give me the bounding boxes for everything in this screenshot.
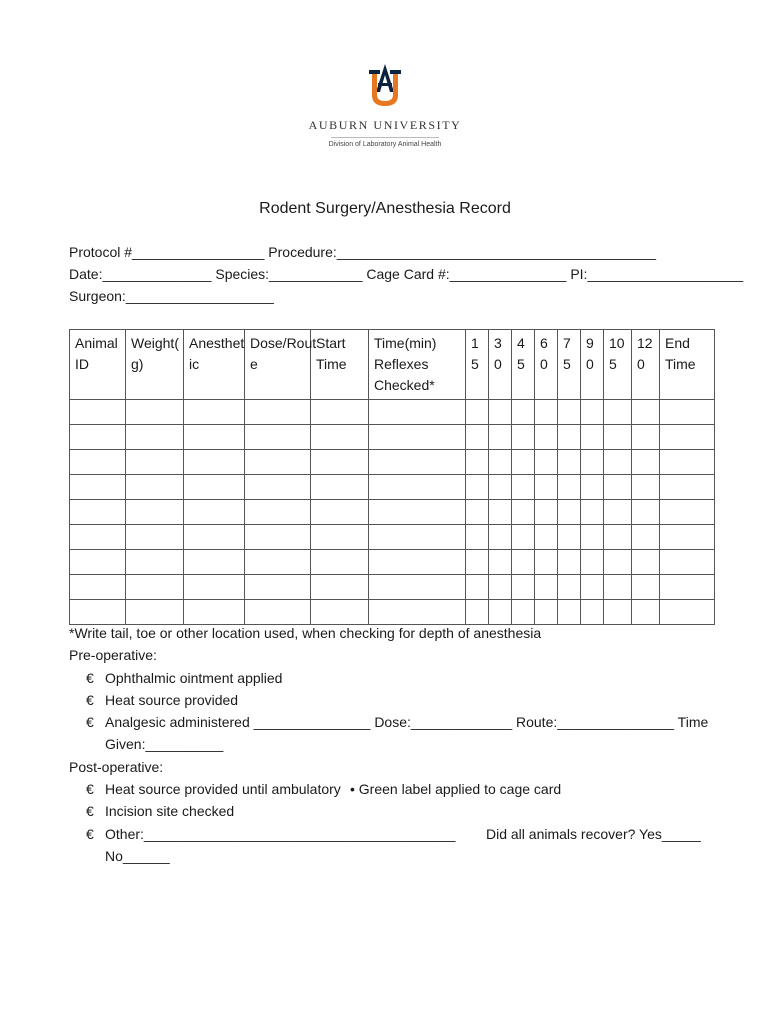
- table-cell[interactable]: [311, 475, 369, 500]
- column-header: 9 0: [581, 330, 604, 400]
- table-cell[interactable]: [581, 400, 604, 425]
- table-cell[interactable]: [126, 550, 184, 575]
- checkbox-bullet-icon[interactable]: €: [86, 714, 94, 731]
- table-cell[interactable]: [311, 400, 369, 425]
- column-header: Dose/Rout e: [245, 330, 311, 400]
- table-cell[interactable]: [604, 550, 632, 575]
- table-row: [70, 575, 715, 600]
- table-cell[interactable]: [535, 575, 558, 600]
- column-header: 3 0: [489, 330, 512, 400]
- column-header: Time(min) Reflexes Checked*: [369, 330, 466, 400]
- table-cell[interactable]: [184, 500, 245, 525]
- table-cell[interactable]: [558, 600, 581, 625]
- table-cell[interactable]: [466, 425, 489, 450]
- au-logo-icon: [363, 58, 407, 112]
- table-cell[interactable]: [604, 600, 632, 625]
- table-cell[interactable]: [489, 475, 512, 500]
- date-species-cage-pi-line[interactable]: Date:______________ Species:____________ Cage Card #:_______________ PI:____________________: [69, 266, 744, 282]
- table-cell[interactable]: [558, 400, 581, 425]
- table-cell[interactable]: [126, 475, 184, 500]
- table-cell[interactable]: [558, 450, 581, 475]
- table-cell[interactable]: [466, 475, 489, 500]
- table-cell[interactable]: [512, 600, 535, 625]
- checkbox-bullet-icon[interactable]: €: [86, 781, 94, 798]
- table-cell[interactable]: [581, 525, 604, 550]
- table-cell[interactable]: [184, 450, 245, 475]
- column-header: 7 5: [558, 330, 581, 400]
- column-header: 12 0: [632, 330, 660, 400]
- table-cell[interactable]: [369, 425, 466, 450]
- table-cell[interactable]: [535, 600, 558, 625]
- table-cell[interactable]: [604, 525, 632, 550]
- table-cell[interactable]: [512, 550, 535, 575]
- table-cell[interactable]: [245, 525, 311, 550]
- table-cell[interactable]: [311, 575, 369, 600]
- table-cell[interactable]: [466, 575, 489, 600]
- table-row: [70, 500, 715, 525]
- table-cell[interactable]: [489, 400, 512, 425]
- table-cell[interactable]: [70, 425, 126, 450]
- column-header: 10 5: [604, 330, 632, 400]
- table-cell[interactable]: [660, 575, 715, 600]
- table-row: [70, 450, 715, 475]
- table-cell[interactable]: [70, 500, 126, 525]
- table-cell[interactable]: [245, 450, 311, 475]
- checkbox-bullet-icon[interactable]: €: [86, 825, 94, 842]
- checkbox-bullet-icon[interactable]: €: [86, 669, 94, 686]
- table-cell[interactable]: [70, 575, 126, 600]
- table-cell[interactable]: [558, 425, 581, 450]
- table-cell[interactable]: [535, 525, 558, 550]
- table-cell[interactable]: [245, 575, 311, 600]
- table-cell[interactable]: [245, 425, 311, 450]
- pre-item-analgesic[interactable]: € Analgesic administered _______________ Dose:_____________ Route:_______________ Time: [69, 711, 729, 733]
- table-cell[interactable]: [660, 475, 715, 500]
- table-cell[interactable]: [489, 525, 512, 550]
- table-cell[interactable]: [581, 550, 604, 575]
- table-cell[interactable]: [70, 600, 126, 625]
- table-cell[interactable]: [369, 500, 466, 525]
- table-cell[interactable]: [632, 450, 660, 475]
- table-cell[interactable]: [245, 600, 311, 625]
- column-header: 4 5: [512, 330, 535, 400]
- notes-section: [69, 622, 729, 867]
- table-cell[interactable]: [126, 500, 184, 525]
- table-cell[interactable]: [632, 600, 660, 625]
- table-cell[interactable]: [489, 450, 512, 475]
- table-row: [70, 525, 715, 550]
- table-cell[interactable]: [604, 475, 632, 500]
- column-header: Anesthet ic: [184, 330, 245, 400]
- table-cell[interactable]: [311, 525, 369, 550]
- table-cell[interactable]: [581, 600, 604, 625]
- table-cell[interactable]: [632, 425, 660, 450]
- column-header: Weight( g): [126, 330, 184, 400]
- table-cell[interactable]: [535, 450, 558, 475]
- table-cell[interactable]: [369, 525, 466, 550]
- table-cell[interactable]: [535, 400, 558, 425]
- table-cell[interactable]: [369, 450, 466, 475]
- table-cell[interactable]: [489, 600, 512, 625]
- table-cell[interactable]: [489, 550, 512, 575]
- post-item-other[interactable]: € Other:________________________________________ Did all animals recover? Yes_____: [69, 823, 729, 845]
- table-cell[interactable]: [660, 525, 715, 550]
- table-cell[interactable]: [466, 600, 489, 625]
- table-cell[interactable]: [660, 425, 715, 450]
- table-cell[interactable]: [311, 600, 369, 625]
- table-cell[interactable]: [466, 400, 489, 425]
- table-cell[interactable]: [489, 575, 512, 600]
- table-cell[interactable]: [126, 600, 184, 625]
- table-cell[interactable]: [184, 525, 245, 550]
- pre-operative-label: Pre-operative:: [69, 647, 157, 664]
- column-header: End Time: [660, 330, 715, 400]
- recovery-question[interactable]: Did all animals recover? Yes_____: [486, 825, 701, 842]
- table-cell[interactable]: [369, 475, 466, 500]
- anesthesia-record-table: [69, 329, 715, 625]
- table-cell[interactable]: [558, 525, 581, 550]
- table-cell[interactable]: [581, 425, 604, 450]
- table-cell[interactable]: [512, 400, 535, 425]
- table-cell[interactable]: [245, 550, 311, 575]
- table-cell[interactable]: [581, 575, 604, 600]
- table-cell[interactable]: [632, 575, 660, 600]
- table-cell[interactable]: [535, 550, 558, 575]
- post-operative-label: Post-operative:: [69, 758, 164, 775]
- table-cell[interactable]: [660, 400, 715, 425]
- table-cell[interactable]: [184, 475, 245, 500]
- table-cell[interactable]: [535, 500, 558, 525]
- table-row: [70, 600, 715, 625]
- table-cell[interactable]: [245, 475, 311, 500]
- table-cell[interactable]: [184, 550, 245, 575]
- table-cell[interactable]: [604, 400, 632, 425]
- table-cell[interactable]: [604, 500, 632, 525]
- column-header: 1 5: [466, 330, 489, 400]
- table-cell[interactable]: [512, 425, 535, 450]
- table-cell[interactable]: [512, 575, 535, 600]
- table-cell[interactable]: [632, 525, 660, 550]
- checkbox-bullet-icon[interactable]: €: [86, 691, 94, 708]
- table-cell[interactable]: [369, 600, 466, 625]
- table-cell[interactable]: [311, 500, 369, 525]
- table-cell[interactable]: [245, 400, 311, 425]
- surgeon-line[interactable]: Surgeon:___________________: [69, 288, 274, 304]
- table-cell[interactable]: [558, 500, 581, 525]
- table-cell[interactable]: [632, 550, 660, 575]
- table-cell[interactable]: [558, 575, 581, 600]
- table-cell[interactable]: [70, 400, 126, 425]
- green-label-item[interactable]: • Green label applied to cage card: [350, 781, 562, 798]
- post-item-heat[interactable]: € Heat source provided until ambulatory • Green label applied to cage card: [69, 778, 729, 800]
- table-cell[interactable]: [369, 575, 466, 600]
- table-cell[interactable]: [466, 500, 489, 525]
- table-cell[interactable]: [466, 550, 489, 575]
- table-cell[interactable]: [660, 550, 715, 575]
- table-cell[interactable]: [558, 550, 581, 575]
- table-cell[interactable]: [581, 500, 604, 525]
- table-cell[interactable]: [558, 475, 581, 500]
- university-logo: [0, 58, 770, 148]
- table-cell[interactable]: [70, 475, 126, 500]
- table-cell[interactable]: [70, 450, 126, 475]
- table-cell[interactable]: [660, 500, 715, 525]
- table-cell[interactable]: [311, 425, 369, 450]
- table-cell[interactable]: [660, 450, 715, 475]
- table-cell[interactable]: [466, 525, 489, 550]
- post-item-incision[interactable]: € Incision site checked: [69, 800, 729, 822]
- bullet-icon: •: [350, 781, 355, 798]
- table-cell[interactable]: [489, 500, 512, 525]
- pre-item-ointment[interactable]: € Ophthalmic ointment applied: [69, 667, 729, 689]
- column-header: Animal ID: [70, 330, 126, 400]
- table-cell[interactable]: [535, 425, 558, 450]
- table-row: [70, 550, 715, 575]
- table-cell[interactable]: [632, 400, 660, 425]
- division-name: Division of Laboratory Animal Health: [328, 141, 442, 148]
- table-cell[interactable]: [126, 425, 184, 450]
- university-name: AUBURN UNIVERSITY: [308, 118, 462, 132]
- table-cell[interactable]: [604, 425, 632, 450]
- table-cell[interactable]: [512, 525, 535, 550]
- footnote: *Write tail, toe or other location used, when checking for depth of anesthesia: [69, 625, 542, 641]
- table-cell[interactable]: [311, 550, 369, 575]
- table-cell[interactable]: [604, 575, 632, 600]
- protocol-procedure-line[interactable]: Protocol #_________________ Procedure:_________________________________________: [69, 244, 657, 260]
- table-cell[interactable]: [512, 500, 535, 525]
- table-cell[interactable]: [660, 600, 715, 625]
- table-cell[interactable]: [369, 400, 466, 425]
- table-cell[interactable]: [245, 500, 311, 525]
- column-header: 6 0: [535, 330, 558, 400]
- table-cell[interactable]: [512, 475, 535, 500]
- checkbox-bullet-icon[interactable]: €: [86, 803, 94, 820]
- table-cell[interactable]: [466, 450, 489, 475]
- table-cell[interactable]: [126, 400, 184, 425]
- analgesic-time-given[interactable]: Given:__________: [105, 736, 224, 753]
- table-cell[interactable]: [70, 525, 126, 550]
- recovery-no[interactable]: No______: [105, 847, 170, 864]
- table-cell[interactable]: [632, 500, 660, 525]
- table-cell[interactable]: [126, 525, 184, 550]
- table-row: [70, 475, 715, 500]
- table-cell[interactable]: [604, 450, 632, 475]
- table-header-row: [70, 330, 715, 400]
- page-title: Rodent Surgery/Anesthesia Record: [259, 200, 511, 217]
- table-row: [70, 400, 715, 425]
- table-cell[interactable]: [311, 450, 369, 475]
- table-cell[interactable]: [581, 475, 604, 500]
- table-cell[interactable]: [489, 425, 512, 450]
- table-cell[interactable]: [632, 475, 660, 500]
- table-cell[interactable]: [581, 450, 604, 475]
- table-cell[interactable]: [184, 400, 245, 425]
- table-cell[interactable]: [70, 550, 126, 575]
- table-cell[interactable]: [184, 575, 245, 600]
- pre-item-heat[interactable]: € Heat source provided: [69, 689, 729, 711]
- table-cell[interactable]: [369, 550, 466, 575]
- column-header: Start Time: [311, 330, 369, 400]
- table-cell[interactable]: [184, 600, 245, 625]
- table-cell[interactable]: [512, 450, 535, 475]
- table-row: [70, 425, 715, 450]
- table-cell[interactable]: [184, 425, 245, 450]
- table-cell[interactable]: [126, 575, 184, 600]
- divider: [331, 137, 439, 138]
- table-cell[interactable]: [126, 450, 184, 475]
- table-cell[interactable]: [535, 475, 558, 500]
